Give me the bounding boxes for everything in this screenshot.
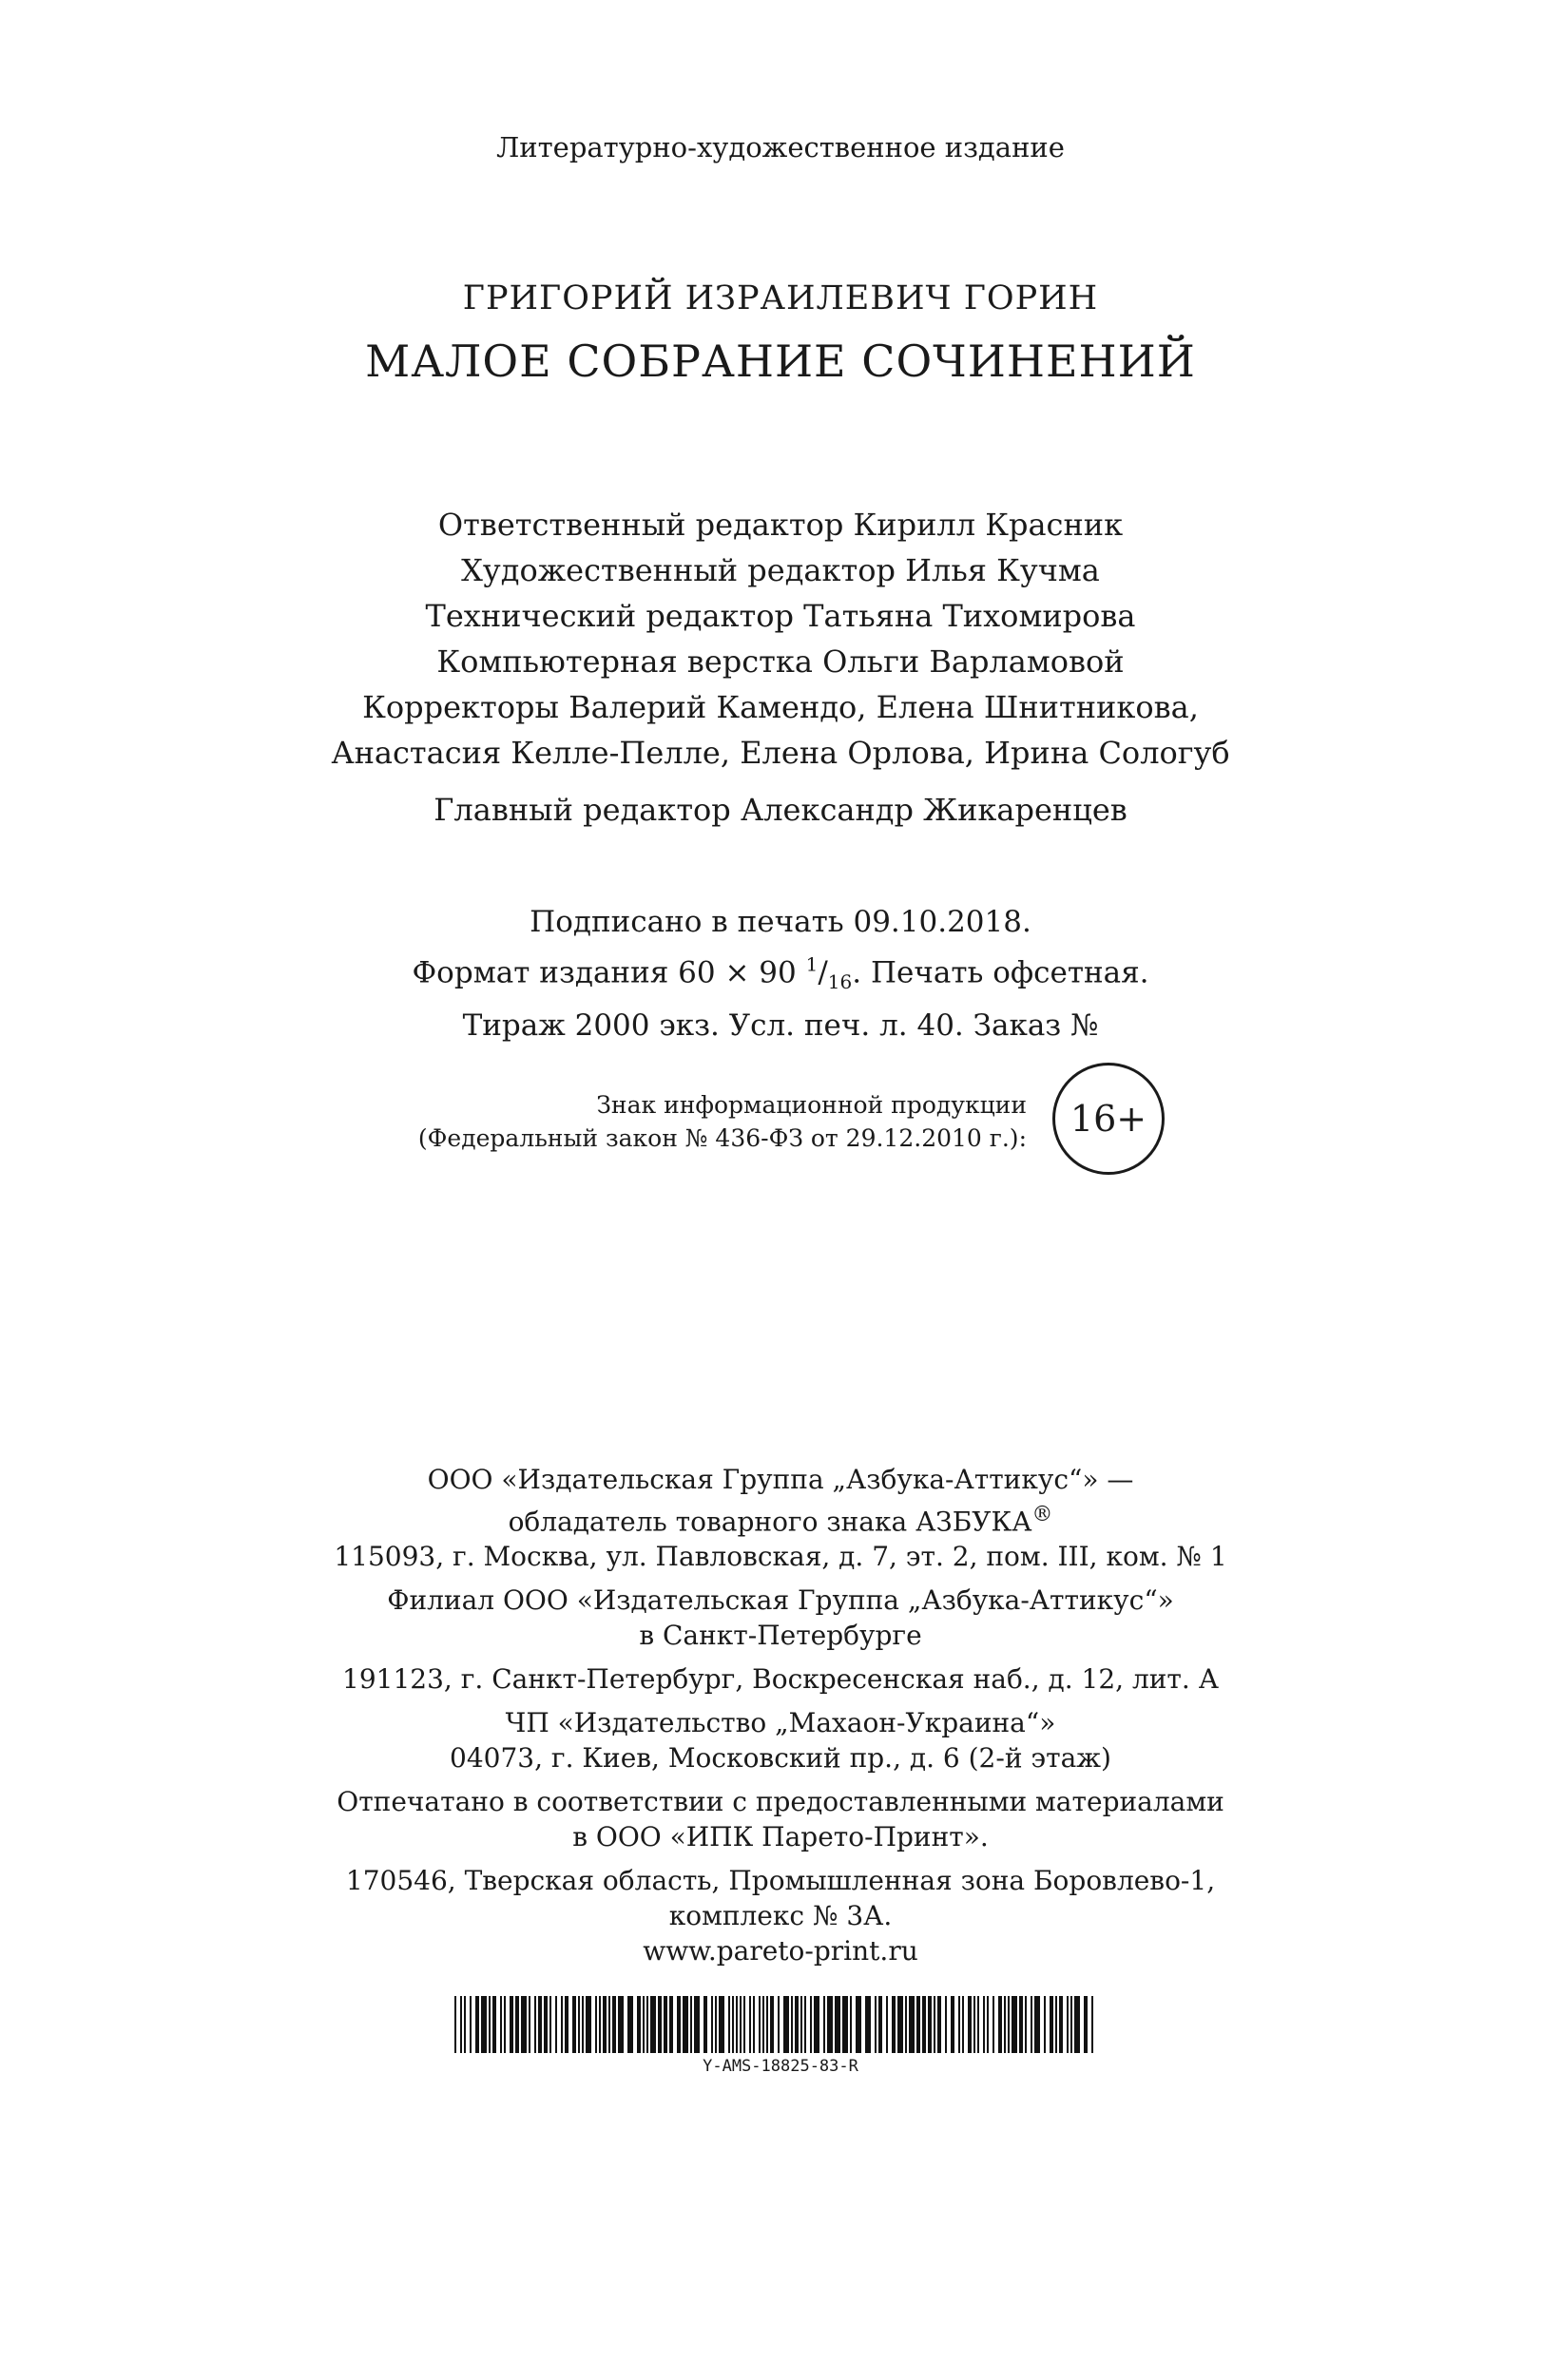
format-suffix: . Печать офсетная. [852, 955, 1149, 990]
print-run: Тираж 2000 экз. Усл. печ. л. 40. Заказ № [462, 1008, 1099, 1043]
format-line [0, 944, 1561, 1005]
age-rating-label: 16+ [1070, 1098, 1147, 1140]
age-rating-badge [1052, 1063, 1165, 1175]
printed-line-1: Отпечатано в соответствии с предоставленными материалами [337, 1786, 1224, 1818]
printed-line-2: в ООО «ИПК Парето-Принт». [572, 1821, 989, 1853]
publisher-address: 115093, г. Москва, ул. Павловская, д. 7, эт. 2, пом. III, ком. № 1 [334, 1541, 1227, 1573]
printer-address-2: комплекс № 3А. [668, 1900, 893, 1932]
format-fraction: $^1/_{16}$ [805, 953, 853, 994]
signed-date: Подписано в печать 09.10.2018. [530, 905, 1031, 939]
printer-address-1: 170546, Тверская область, Промышленная зона Боровлево-1, [345, 1865, 1216, 1897]
format-prefix: Формат издания 60 × 90 [412, 955, 797, 990]
author-name: ГРИГОРИЙ ИЗРАИЛЕВИЧ ГОРИН [462, 279, 1099, 317]
barcode-icon [454, 1996, 1093, 2053]
publisher-line-1: ООО «Издательская Группа „Азбука-Аттикус“» — [427, 1464, 1134, 1495]
info-sign-line-2: (Федеральный закон № 436-ФЗ от 29.12.2010 г.): [417, 1124, 1027, 1152]
fraction-denominator: 16 [827, 970, 853, 994]
info-sign-line-1: Знак информационной продукции [596, 1091, 1027, 1119]
responsible-editor: Ответственный редактор Кирилл Красник [437, 507, 1124, 543]
branch-line-1: Филиал ООО «Издательская Группа „Азбука-Аттикус“» [387, 1584, 1174, 1617]
printer-website: www.pareto-print.ru [643, 1935, 918, 1967]
info-sign-text [380, 1088, 1027, 1155]
registered-mark: ® [1031, 1503, 1053, 1526]
genre-label: Литературно-художественное издание [496, 131, 1065, 163]
chief-editor: Главный редактор Александр Жикаренцев [434, 792, 1127, 828]
barcode-code: Y-AMS-18825-83-R [703, 2057, 858, 2076]
fraction-numerator: 1 [805, 953, 819, 976]
book-title: МАЛОЕ СОБРАНИЕ СОЧИНЕНИЙ [365, 336, 1196, 387]
publisher-info [0, 1462, 1561, 1968]
layout-credit: Компьютерная верстка Ольги Варламовой [436, 643, 1125, 680]
publisher-line-2 [0, 1497, 1561, 1539]
branch-line-2: в Санкт-Петербурге [639, 1620, 922, 1652]
trademark-holder: обладатель товарного знака АЗБУКА [508, 1506, 1032, 1538]
branch-address: 191123, г. Санкт-Петербург, Воскресенская наб., д. 12, лит. А [342, 1663, 1219, 1696]
editorial-staff [0, 502, 1561, 833]
proofreaders-line-2: Анастасия Келле-Пелле, Елена Орлова, Ирина Сологуб [331, 735, 1230, 771]
art-editor: Художественный редактор Илья Кучма [461, 552, 1100, 588]
print-info [0, 901, 1561, 1047]
ukraine-publisher: ЧП «Издательство „Махаон-Украина“» [505, 1707, 1056, 1739]
proofreaders-line-1: Корректоры Валерий Камендо, Елена Шнитникова, [362, 689, 1199, 725]
tech-editor: Технический редактор Татьяна Тихомирова [425, 598, 1136, 634]
ukraine-address: 04073, г. Киев, Московский пр., д. 6 (2-й этаж) [450, 1742, 1111, 1775]
